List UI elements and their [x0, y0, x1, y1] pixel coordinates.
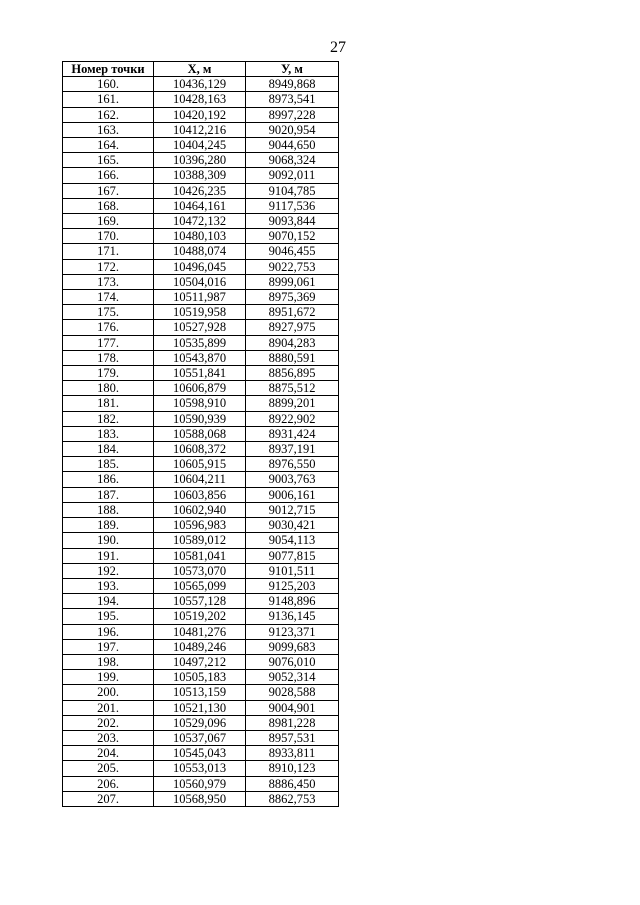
y-coordinate-cell: 8922,902	[246, 411, 339, 426]
table-row	[63, 350, 339, 365]
point-number-cell: 184.	[63, 442, 154, 457]
x-coordinate-cell: 10603,856	[154, 487, 246, 502]
point-number-cell: 191.	[63, 548, 154, 563]
x-coordinate-cell: 10596,983	[154, 518, 246, 533]
y-coordinate-cell: 9101,511	[246, 563, 339, 578]
column-header-point-number: Номер точки	[63, 62, 154, 77]
y-coordinate-cell: 9012,715	[246, 502, 339, 517]
point-number-cell: 176.	[63, 320, 154, 335]
x-coordinate-cell: 10521,130	[154, 700, 246, 715]
table-row	[63, 457, 339, 472]
point-number-cell: 161.	[63, 92, 154, 107]
x-coordinate-cell: 10543,870	[154, 350, 246, 365]
point-number-cell: 206.	[63, 776, 154, 791]
x-coordinate-cell: 10511,987	[154, 290, 246, 305]
table-row	[63, 487, 339, 502]
x-coordinate-cell: 10605,915	[154, 457, 246, 472]
table-row	[63, 715, 339, 730]
y-coordinate-cell: 9006,161	[246, 487, 339, 502]
point-number-cell: 178.	[63, 350, 154, 365]
y-coordinate-cell: 8880,591	[246, 350, 339, 365]
table-row	[63, 92, 339, 107]
x-coordinate-cell: 10513,159	[154, 685, 246, 700]
table-row	[63, 791, 339, 806]
table-row	[63, 274, 339, 289]
y-coordinate-cell: 8856,895	[246, 366, 339, 381]
point-number-cell: 168.	[63, 198, 154, 213]
y-coordinate-cell: 8931,424	[246, 426, 339, 441]
table-row	[63, 244, 339, 259]
y-coordinate-cell: 9030,421	[246, 518, 339, 533]
table-row	[63, 168, 339, 183]
point-number-cell: 194.	[63, 594, 154, 609]
x-coordinate-cell: 10551,841	[154, 366, 246, 381]
y-coordinate-cell: 9020,954	[246, 122, 339, 137]
point-number-cell: 193.	[63, 578, 154, 593]
point-number-cell: 163.	[63, 122, 154, 137]
point-number-cell: 204.	[63, 746, 154, 761]
table-row	[63, 396, 339, 411]
y-coordinate-cell: 8899,201	[246, 396, 339, 411]
point-number-cell: 172.	[63, 259, 154, 274]
x-coordinate-cell: 10505,183	[154, 670, 246, 685]
column-header-y: У, м	[246, 62, 339, 77]
point-number-cell: 198.	[63, 654, 154, 669]
point-number-cell: 177.	[63, 335, 154, 350]
table-row	[63, 639, 339, 654]
y-coordinate-cell: 8927,975	[246, 320, 339, 335]
point-number-cell: 197.	[63, 639, 154, 654]
point-number-cell: 207.	[63, 791, 154, 806]
table-row	[63, 578, 339, 593]
y-coordinate-cell: 8997,228	[246, 107, 339, 122]
table-row	[63, 761, 339, 776]
y-coordinate-cell: 8933,811	[246, 746, 339, 761]
point-number-cell: 201.	[63, 700, 154, 715]
table-row	[63, 183, 339, 198]
point-number-cell: 181.	[63, 396, 154, 411]
y-coordinate-cell: 9068,324	[246, 153, 339, 168]
x-coordinate-cell: 10388,309	[154, 168, 246, 183]
table-row	[63, 746, 339, 761]
point-number-cell: 195.	[63, 609, 154, 624]
x-coordinate-cell: 10464,161	[154, 198, 246, 213]
x-coordinate-cell: 10480,103	[154, 229, 246, 244]
x-coordinate-cell: 10565,099	[154, 578, 246, 593]
y-coordinate-cell: 8937,191	[246, 442, 339, 457]
point-number-cell: 203.	[63, 730, 154, 745]
table-row	[63, 320, 339, 335]
x-coordinate-cell: 10519,202	[154, 609, 246, 624]
table-row	[63, 107, 339, 122]
x-coordinate-cell: 10426,235	[154, 183, 246, 198]
x-coordinate-cell: 10560,979	[154, 776, 246, 791]
point-number-cell: 169.	[63, 214, 154, 229]
y-coordinate-cell: 8957,531	[246, 730, 339, 745]
table-row	[63, 518, 339, 533]
point-number-cell: 192.	[63, 563, 154, 578]
x-coordinate-cell: 10436,129	[154, 77, 246, 92]
table-row	[63, 548, 339, 563]
x-coordinate-cell: 10420,192	[154, 107, 246, 122]
table-row	[63, 153, 339, 168]
table-row	[63, 138, 339, 153]
point-number-cell: 174.	[63, 290, 154, 305]
table-row	[63, 654, 339, 669]
x-coordinate-cell: 10581,041	[154, 548, 246, 563]
x-coordinate-cell: 10606,879	[154, 381, 246, 396]
x-coordinate-cell: 10598,910	[154, 396, 246, 411]
y-coordinate-cell: 9003,763	[246, 472, 339, 487]
x-coordinate-cell: 10545,043	[154, 746, 246, 761]
y-coordinate-cell: 8981,228	[246, 715, 339, 730]
x-coordinate-cell: 10608,372	[154, 442, 246, 457]
x-coordinate-cell: 10529,096	[154, 715, 246, 730]
point-number-cell: 171.	[63, 244, 154, 259]
point-number-cell: 165.	[63, 153, 154, 168]
x-coordinate-cell: 10489,246	[154, 639, 246, 654]
table-row	[63, 533, 339, 548]
x-coordinate-cell: 10504,016	[154, 274, 246, 289]
table-row	[63, 229, 339, 244]
x-coordinate-cell: 10404,245	[154, 138, 246, 153]
x-coordinate-cell: 10428,163	[154, 92, 246, 107]
y-coordinate-cell: 8875,512	[246, 381, 339, 396]
y-coordinate-cell: 9070,152	[246, 229, 339, 244]
point-number-cell: 180.	[63, 381, 154, 396]
y-coordinate-cell: 8976,550	[246, 457, 339, 472]
table-row	[63, 700, 339, 715]
y-coordinate-cell: 8949,868	[246, 77, 339, 92]
table-row	[63, 381, 339, 396]
table-row	[63, 198, 339, 213]
point-number-cell: 187.	[63, 487, 154, 502]
point-number-cell: 188.	[63, 502, 154, 517]
table-row	[63, 609, 339, 624]
table-row	[63, 624, 339, 639]
x-coordinate-cell: 10604,211	[154, 472, 246, 487]
table-row	[63, 411, 339, 426]
point-number-cell: 166.	[63, 168, 154, 183]
point-number-cell: 175.	[63, 305, 154, 320]
x-coordinate-cell: 10412,216	[154, 122, 246, 137]
y-coordinate-cell: 9148,896	[246, 594, 339, 609]
point-number-cell: 202.	[63, 715, 154, 730]
x-coordinate-cell: 10573,070	[154, 563, 246, 578]
column-header-x: Х, м	[154, 62, 246, 77]
table-row	[63, 214, 339, 229]
table-row	[63, 685, 339, 700]
table-row	[63, 670, 339, 685]
y-coordinate-cell: 9136,145	[246, 609, 339, 624]
x-coordinate-cell: 10488,074	[154, 244, 246, 259]
x-coordinate-cell: 10568,950	[154, 791, 246, 806]
table-row	[63, 366, 339, 381]
point-number-cell: 170.	[63, 229, 154, 244]
point-number-cell: 185.	[63, 457, 154, 472]
y-coordinate-cell: 8975,369	[246, 290, 339, 305]
x-coordinate-cell: 10481,276	[154, 624, 246, 639]
table-row	[63, 259, 339, 274]
y-coordinate-cell: 9004,901	[246, 700, 339, 715]
point-number-cell: 179.	[63, 366, 154, 381]
y-coordinate-cell: 9092,011	[246, 168, 339, 183]
point-number-cell: 205.	[63, 761, 154, 776]
point-number-cell: 186.	[63, 472, 154, 487]
x-coordinate-cell: 10497,212	[154, 654, 246, 669]
y-coordinate-cell: 9022,753	[246, 259, 339, 274]
table-header-row	[63, 62, 339, 77]
page-number: 27	[330, 39, 346, 56]
coordinates-table	[62, 61, 339, 807]
table-row	[63, 776, 339, 791]
x-coordinate-cell: 10557,128	[154, 594, 246, 609]
point-number-cell: 190.	[63, 533, 154, 548]
x-coordinate-cell: 10527,928	[154, 320, 246, 335]
y-coordinate-cell: 9093,844	[246, 214, 339, 229]
x-coordinate-cell: 10589,012	[154, 533, 246, 548]
y-coordinate-cell: 9123,371	[246, 624, 339, 639]
y-coordinate-cell: 9125,203	[246, 578, 339, 593]
point-number-cell: 162.	[63, 107, 154, 122]
table-row	[63, 594, 339, 609]
x-coordinate-cell: 10535,899	[154, 335, 246, 350]
point-number-cell: 182.	[63, 411, 154, 426]
y-coordinate-cell: 9052,314	[246, 670, 339, 685]
table-row	[63, 122, 339, 137]
x-coordinate-cell: 10553,013	[154, 761, 246, 776]
point-number-cell: 196.	[63, 624, 154, 639]
table-row	[63, 502, 339, 517]
y-coordinate-cell: 8999,061	[246, 274, 339, 289]
table-row	[63, 472, 339, 487]
y-coordinate-cell: 8973,541	[246, 92, 339, 107]
y-coordinate-cell: 9044,650	[246, 138, 339, 153]
y-coordinate-cell: 9046,455	[246, 244, 339, 259]
table-row	[63, 563, 339, 578]
y-coordinate-cell: 8862,753	[246, 791, 339, 806]
point-number-cell: 173.	[63, 274, 154, 289]
point-number-cell: 167.	[63, 183, 154, 198]
table-row	[63, 730, 339, 745]
table-row	[63, 442, 339, 457]
y-coordinate-cell: 9099,683	[246, 639, 339, 654]
table-row	[63, 335, 339, 350]
point-number-cell: 199.	[63, 670, 154, 685]
y-coordinate-cell: 9104,785	[246, 183, 339, 198]
y-coordinate-cell: 9117,536	[246, 198, 339, 213]
table-row	[63, 77, 339, 92]
x-coordinate-cell: 10472,132	[154, 214, 246, 229]
x-coordinate-cell: 10602,940	[154, 502, 246, 517]
y-coordinate-cell: 9076,010	[246, 654, 339, 669]
x-coordinate-cell: 10588,068	[154, 426, 246, 441]
y-coordinate-cell: 9077,815	[246, 548, 339, 563]
point-number-cell: 160.	[63, 77, 154, 92]
y-coordinate-cell: 8904,283	[246, 335, 339, 350]
table-body	[63, 77, 339, 807]
x-coordinate-cell: 10537,067	[154, 730, 246, 745]
table-row	[63, 426, 339, 441]
y-coordinate-cell: 8951,672	[246, 305, 339, 320]
y-coordinate-cell: 8886,450	[246, 776, 339, 791]
y-coordinate-cell: 8910,123	[246, 761, 339, 776]
point-number-cell: 164.	[63, 138, 154, 153]
x-coordinate-cell: 10519,958	[154, 305, 246, 320]
y-coordinate-cell: 9028,588	[246, 685, 339, 700]
table-row	[63, 305, 339, 320]
table-row	[63, 290, 339, 305]
point-number-cell: 200.	[63, 685, 154, 700]
point-number-cell: 189.	[63, 518, 154, 533]
y-coordinate-cell: 9054,113	[246, 533, 339, 548]
point-number-cell: 183.	[63, 426, 154, 441]
x-coordinate-cell: 10590,939	[154, 411, 246, 426]
x-coordinate-cell: 10396,280	[154, 153, 246, 168]
x-coordinate-cell: 10496,045	[154, 259, 246, 274]
